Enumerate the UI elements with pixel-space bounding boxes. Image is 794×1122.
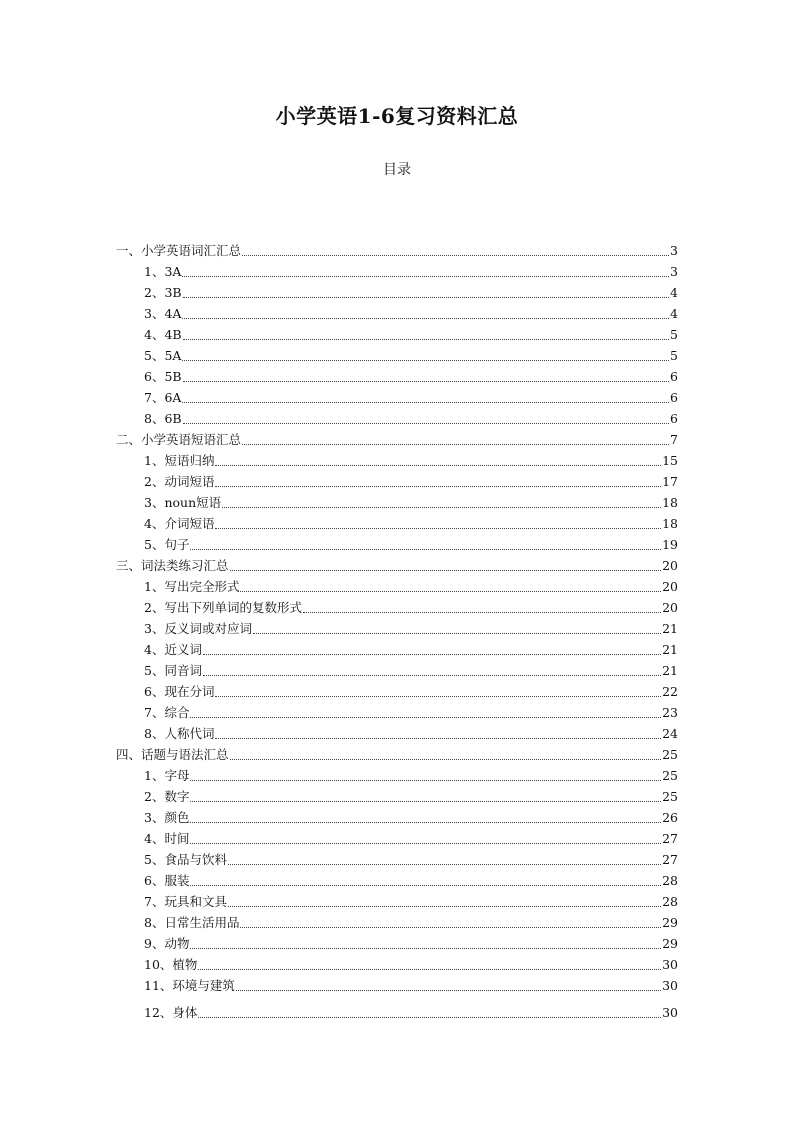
toc-subsection-entry[interactable]	[116, 512, 678, 533]
toc-dot-leader	[182, 402, 669, 403]
toc-dot-leader	[190, 801, 661, 802]
toc-entry-label: 4、介词短语	[144, 516, 215, 531]
toc-dot-leader	[190, 822, 661, 823]
toc-section-entry[interactable]	[116, 239, 678, 260]
toc-entry-label: 一、小学英语词汇汇总	[116, 243, 242, 258]
toc-page-number: 6	[670, 390, 678, 405]
toc-subsection-entry[interactable]	[116, 575, 678, 596]
toc-entry-label: 1、3A	[144, 264, 182, 279]
toc-dot-leader	[215, 465, 661, 466]
toc-dot-leader	[190, 549, 661, 550]
toc-subsection-entry[interactable]	[116, 806, 678, 827]
toc-page-number: 18	[662, 495, 678, 510]
toc-dot-leader	[183, 297, 669, 298]
toc-entry-label: 2、数字	[144, 789, 190, 804]
toc-dot-leader	[198, 1017, 661, 1018]
toc-dot-leader	[215, 738, 661, 739]
toc-entry-label: 1、短语归纳	[144, 453, 215, 468]
toc-dot-leader	[215, 696, 661, 697]
toc-dot-leader	[230, 570, 662, 571]
toc-dot-leader	[203, 654, 661, 655]
toc-dot-leader	[183, 423, 669, 424]
toc-page-number: 6	[670, 369, 678, 384]
toc-dot-leader	[253, 633, 661, 634]
toc-page-number: 27	[662, 831, 678, 846]
toc-page-number: 29	[662, 936, 678, 951]
toc-dot-leader	[198, 969, 661, 970]
toc-entry-label: 三、词法类练习汇总	[116, 558, 229, 573]
toc-subsection-entry[interactable]	[116, 260, 678, 281]
toc-page-number: 6	[670, 411, 678, 426]
toc-entry-label: 6、5B	[144, 369, 182, 384]
toc-dot-leader	[240, 927, 661, 928]
toc-dot-leader	[230, 759, 662, 760]
toc-page-number: 29	[662, 915, 678, 930]
toc-subsection-entry[interactable]	[116, 848, 678, 869]
toc-page-number: 18	[662, 516, 678, 531]
toc-entry-label: 5、句子	[144, 537, 190, 552]
toc-subsection-entry[interactable]	[116, 722, 678, 743]
toc-entry-label: 二、小学英语短语汇总	[116, 432, 242, 447]
toc-page-number: 30	[662, 957, 678, 972]
toc-entry-label: 8、6B	[144, 411, 182, 426]
toc-page-number: 20	[662, 558, 678, 573]
toc-subsection-entry[interactable]	[116, 785, 678, 806]
toc-page-number: 3	[670, 243, 678, 258]
toc-entry-label: 6、服装	[144, 873, 190, 888]
toc-entry-label: 7、玩具和文具	[144, 894, 227, 909]
toc-subsection-entry[interactable]	[116, 659, 678, 680]
toc-dot-leader	[182, 276, 669, 277]
toc-page-number: 4	[670, 306, 678, 321]
table-of-contents	[116, 239, 678, 1022]
toc-dot-leader	[190, 948, 661, 949]
toc-subsection-entry[interactable]	[116, 470, 678, 491]
toc-subsection-entry[interactable]	[116, 491, 678, 512]
toc-entry-label: 4、4B	[144, 327, 182, 342]
toc-heading: 目录	[383, 162, 411, 178]
toc-entry-label: 10、植物	[144, 957, 198, 972]
toc-entry-label: 2、动词短语	[144, 474, 215, 489]
toc-entry-label: 9、动物	[144, 936, 190, 951]
toc-dot-leader	[183, 381, 669, 382]
toc-dot-leader	[183, 339, 669, 340]
toc-dot-leader	[222, 507, 661, 508]
toc-dot-leader	[228, 906, 661, 907]
toc-page-number: 21	[662, 663, 678, 678]
toc-subsection-entry[interactable]	[116, 449, 678, 470]
toc-subsection-entry[interactable]	[116, 533, 678, 554]
toc-entry-label: 7、6A	[144, 390, 182, 405]
toc-subsection-entry[interactable]	[116, 1001, 678, 1022]
toc-page-number: 19	[662, 537, 678, 552]
toc-dot-leader	[215, 486, 661, 487]
toc-page-number: 7	[670, 432, 678, 447]
toc-subsection-entry[interactable]	[116, 974, 678, 995]
toc-subsection-entry[interactable]	[116, 344, 678, 365]
toc-subsection-entry[interactable]	[116, 932, 678, 953]
toc-entry-label: 11、环境与建筑	[144, 978, 235, 993]
toc-subsection-entry[interactable]	[116, 869, 678, 890]
toc-dot-leader	[203, 675, 661, 676]
toc-page-number: 23	[662, 705, 678, 720]
toc-entry-label: 3、noun短语	[144, 495, 222, 510]
toc-page-number: 24	[662, 726, 678, 741]
toc-page-number: 30	[662, 978, 678, 993]
toc-entry-label: 2、写出下列单词的复数形式	[144, 600, 302, 615]
toc-subsection-entry[interactable]	[116, 764, 678, 785]
toc-entry-label: 四、话题与语法汇总	[116, 747, 229, 762]
toc-dot-leader	[182, 360, 669, 361]
toc-subsection-entry[interactable]	[116, 638, 678, 659]
toc-entry-label: 1、字母	[144, 768, 190, 783]
toc-page-number: 3	[670, 264, 678, 279]
toc-subsection-entry[interactable]	[116, 953, 678, 974]
toc-entry-label: 3、颜色	[144, 810, 190, 825]
toc-dot-leader	[240, 591, 661, 592]
toc-dot-leader	[236, 990, 661, 991]
toc-page-number: 26	[662, 810, 678, 825]
toc-dot-leader	[242, 444, 669, 445]
toc-page-number: 21	[662, 621, 678, 636]
toc-dot-leader	[182, 318, 669, 319]
toc-entry-label: 5、同音词	[144, 663, 202, 678]
toc-subsection-entry[interactable]	[116, 302, 678, 323]
toc-entry-label: 3、反义词或对应词	[144, 621, 252, 636]
toc-page-number: 28	[662, 894, 678, 909]
toc-subsection-entry[interactable]	[116, 890, 678, 911]
toc-entry-label: 5、5A	[144, 348, 182, 363]
toc-page-number: 15	[662, 453, 678, 468]
toc-page-number: 30	[662, 1005, 678, 1020]
toc-dot-leader	[303, 612, 661, 613]
toc-subsection-entry[interactable]	[116, 323, 678, 344]
toc-subsection-entry[interactable]	[116, 407, 678, 428]
toc-subsection-entry[interactable]	[116, 281, 678, 302]
toc-page-number: 27	[662, 852, 678, 867]
toc-page-number: 17	[662, 474, 678, 489]
toc-page-number: 5	[670, 348, 678, 363]
toc-entry-label: 3、4A	[144, 306, 182, 321]
toc-entry-label: 6、现在分词	[144, 684, 215, 699]
toc-entry-label: 4、时间	[144, 831, 190, 846]
toc-subsection-entry[interactable]	[116, 596, 678, 617]
toc-entry-label: 12、身体	[144, 1005, 198, 1020]
toc-entry-label: 5、食品与饮料	[144, 852, 227, 867]
toc-dot-leader	[215, 528, 661, 529]
toc-section-entry[interactable]	[116, 743, 678, 764]
toc-page-number: 25	[662, 768, 678, 783]
toc-subsection-entry[interactable]	[116, 617, 678, 638]
toc-dot-leader	[242, 255, 669, 256]
toc-entry-label: 7、综合	[144, 705, 190, 720]
toc-subsection-entry[interactable]	[116, 680, 678, 701]
toc-page-number: 28	[662, 873, 678, 888]
document-title: 小学英语1-6复习资料汇总	[275, 104, 519, 128]
toc-page-number: 5	[670, 327, 678, 342]
toc-subsection-entry[interactable]	[116, 386, 678, 407]
toc-entry-label: 1、写出完全形式	[144, 579, 240, 594]
toc-entry-label: 2、3B	[144, 285, 182, 300]
toc-dot-leader	[190, 780, 661, 781]
toc-subsection-entry[interactable]	[116, 827, 678, 848]
toc-dot-leader	[228, 864, 661, 865]
toc-page-number: 20	[662, 600, 678, 615]
toc-section-entry[interactable]	[116, 554, 678, 575]
toc-page-number: 22	[662, 684, 678, 699]
toc-dot-leader	[190, 843, 661, 844]
toc-dot-leader	[190, 717, 661, 718]
toc-entry-label: 8、人称代词	[144, 726, 215, 741]
toc-page-number: 4	[670, 285, 678, 300]
toc-entry-label: 8、日常生活用品	[144, 915, 240, 930]
toc-page-number: 25	[662, 747, 678, 762]
toc-dot-leader	[190, 885, 661, 886]
toc-subsection-entry[interactable]	[116, 365, 678, 386]
toc-page-number: 21	[662, 642, 678, 657]
toc-subsection-entry[interactable]	[116, 911, 678, 932]
toc-subsection-entry[interactable]	[116, 701, 678, 722]
toc-section-entry[interactable]	[116, 428, 678, 449]
toc-page-number: 20	[662, 579, 678, 594]
toc-page-number: 25	[662, 789, 678, 804]
toc-entry-label: 4、近义词	[144, 642, 202, 657]
